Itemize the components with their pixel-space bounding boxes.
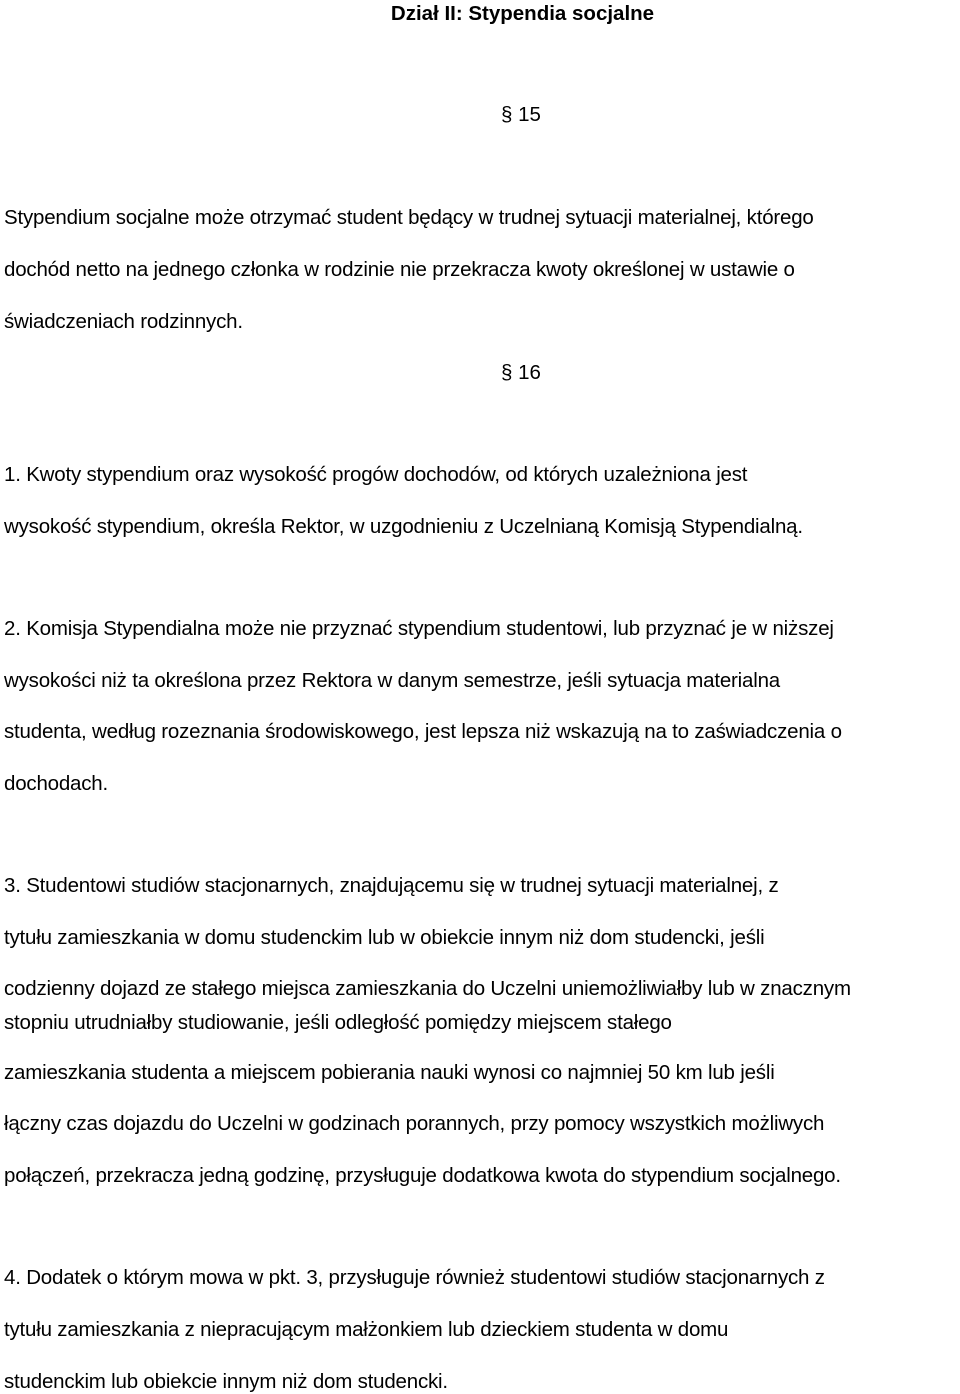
- paragraph-15-line-3: świadczeniach rodzinnych.: [4, 310, 243, 333]
- point-3-line-5: zamieszkania studenta a miejscem pobierania nauki wynosi co najmniej 50 km lub jeśli: [4, 1061, 775, 1084]
- paragraph-15-line-1: Stypendium socjalne może otrzymać student będący w trudnej sytuacji materialnej, którego: [4, 206, 814, 229]
- point-2-line-1: 2. Komisja Stypendialna może nie przyznać stypendium studentowi, lub przyznać je w niższej: [4, 617, 834, 640]
- paragraph-15-line-2: dochód netto na jednego członka w rodzinie nie przekracza kwoty określonej w ustawie o: [4, 258, 795, 281]
- point-3-line-3: codzienny dojazd ze stałego miejsca zamieszkania do Uczelni uniemożliwiałby lub w znacznym: [4, 977, 851, 1000]
- point-2-line-4: dochodach.: [4, 772, 109, 795]
- section-heading: Dział II: Stypendia socjalne: [390, 2, 655, 25]
- point-2-line-2: wysokości niż ta określona przez Rektora w danym semestrze, jeśli sytuacja materialna: [4, 669, 780, 692]
- point-4-line-3: studenckim lub obiekcie innym niż dom studencki.: [4, 1370, 448, 1393]
- point-1-line-1: 1. Kwoty stypendium oraz wysokość progów dochodów, od których uzależniona jest: [4, 463, 748, 486]
- point-4-line-1: 4. Dodatek o którym mowa w pkt. 3, przysługuje również studentowi studiów stacjonarnych z: [4, 1266, 825, 1289]
- point-3-line-7: połączeń, przekracza jedną godzinę, przysługuje dodatkowa kwota do stypendium socjalnego.: [4, 1164, 841, 1187]
- point-3-line-1: 3. Studentowi studiów stacjonarnych, znajdującemu się w trudnej sytuacji materialnej, z: [4, 874, 779, 897]
- point-2-line-3: studenta, według rozeznania środowiskowego, jest lepsza niż wskazują na to zaświadczenia o: [4, 720, 842, 743]
- paragraph-15-sign: § 15: [501, 103, 541, 126]
- point-3-line-2: tytułu zamieszkania w domu studenckim lub w obiekcie innym niż dom studencki, jeśli: [4, 926, 765, 949]
- point-1-line-2: wysokość stypendium, określa Rektor, w uzgodnieniu z Uczelnianą Komisją Stypendialną.: [4, 515, 803, 538]
- point-3-line-6: łączny czas dojazdu do Uczelni w godzinach porannych, przy pomocy wszystkich możliwych: [4, 1112, 825, 1135]
- point-4-line-2: tytułu zamieszkania z niepracującym małżonkiem lub dzieckiem studenta w domu: [4, 1318, 729, 1341]
- point-3-line-4: stopniu utrudniałby studiowanie, jeśli odległość pomiędzy miejscem stałego: [4, 1011, 672, 1034]
- paragraph-16-sign: § 16: [501, 361, 541, 384]
